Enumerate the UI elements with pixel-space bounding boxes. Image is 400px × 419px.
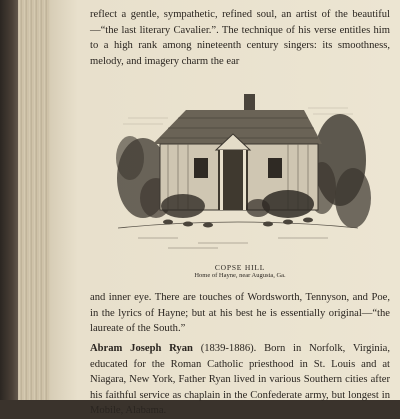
book-page bbox=[50, 0, 400, 417]
figure-caption-title: COPSE HILL bbox=[214, 263, 266, 272]
figure-caption-subtitle: Home of Hayne, near Augusta, Ga. bbox=[194, 272, 286, 279]
paragraph-hayne-technique: reflect a gentle, sympathetic, refined soul, an artist of the beautiful—“the last literary Cavalier.”. The technique of his verse entitles him to a high rank among nineteenth century singers: its smoothness, melody, and imagery charm the ear bbox=[90, 9, 390, 67]
paragraph-hayne-influences: and inner eye. There are touches of Wordsworth, Tennyson, and Poe, in the lyrics of Hayne; but at his best he is essentially original—“the laureate of the South.” bbox=[90, 292, 390, 335]
book-spine bbox=[0, 0, 20, 400]
author-name-ryan: Abram Joseph Ryan bbox=[90, 343, 193, 354]
paragraph-ryan-biography bbox=[90, 341, 390, 419]
copse-hill-illustration bbox=[108, 88, 368, 256]
ryan-biography-text: (1839-1886). Born in Norfolk, Virginia, educated for the Roman Catholic priesthood in St. Louis and at Niagara, New York, Father Ryan lived in various Southern cities after his faithful service as chaplain in the Confederate army, but longest in Mobile, Alabama. bbox=[90, 343, 390, 417]
